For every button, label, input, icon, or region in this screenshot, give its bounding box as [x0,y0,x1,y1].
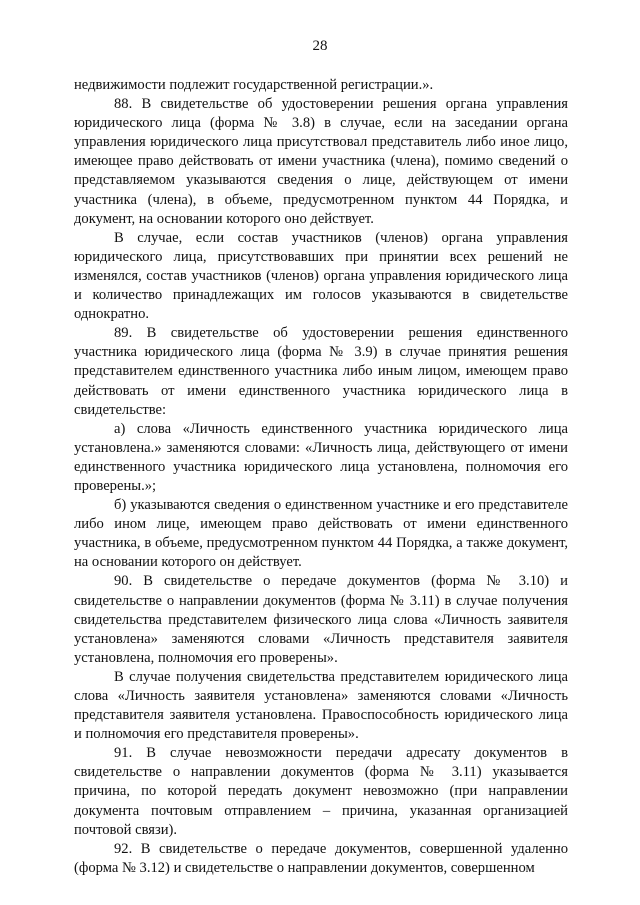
paragraph-89-a: а) слова «Личность единственного участника юридического лица установлена.» заменяются словами: «Личность лица, действующего от имени единственного участника юридического лица установлена, полномочия его проверены.»; [74,420,568,494]
paragraph-88-case: В случае, если состав участников (членов) органа управления юридического лица, присутствовавших при принятии всех решений не изменялся, состав участников (членов) органа управления юридического лица и количество принадлежащих им голосов указываются в свидетельстве однократно. [74,229,568,323]
body-text [74,76,568,878]
paragraph-89-b: б) указываются сведения о единственном участнике и его представителе либо ином лице, имеющем право действовать от имени единственного участника, в объеме, предусмотренном пунктом 44 Порядка, а также документ, на основании которого он действует. [74,497,568,571]
paragraph-92: 92. В свидетельстве о передаче документов, совершенной удаленно (форма № 3.12) и свидетельстве о направлении документов, совершенном [74,840,568,876]
paragraph-continuation: недвижимости подлежит государственной регистрации.». [74,77,434,93]
paragraph-90: 90. В свидетельстве о передаче документов (форма № 3.10) и свидетельстве о направлении документов (форма № 3.11) в случае получения свидетельства представителем физического лица слова «Личность заявителя установлена» заменяются словами «Личность представителя заявителя установлена, полномочия его проверены». [74,573,568,666]
paragraph-90-case: В случае получения свидетельства представителем юридического лица слова «Личность заявителя установлена» заменяются словами «Личность представителя заявителя установлена. Правоспособность юридического лица и полномочия его представителя проверены». [74,668,568,743]
paragraph-89: 89. В свидетельстве об удостоверении решения единственного участника юридического лица (форма № 3.9) в случае принятия решения представителем единственного участника либо иным лицом, имеющем право действовать от имени единственного участника юридического лица в свидетельстве: [74,325,568,418]
page-number: 28 [312,38,328,54]
paragraph-91: 91. В случае невозможности передачи адресату документов в свидетельстве о направлении документов (форма № 3.11) указывается причина, по которой передать документ невозможно (при направлении документа почтовым отправлением – причина, указанная организацией почтовой связи). [74,745,568,838]
paragraph-88: 88. В свидетельстве об удостоверении решения органа управления юридического лица (форма № 3.8) в случае, если на заседании органа управления юридического лица присутствовал представитель либо иное лицо, имеющее право действовать от имени участника (члена), помимо сведений о представляемом указываются сведения о лице, действующем от имени участника (члена), в объеме, предусмотренном пунктом 44 Порядка, и документ, на основании которого оно действует. [74,96,568,227]
